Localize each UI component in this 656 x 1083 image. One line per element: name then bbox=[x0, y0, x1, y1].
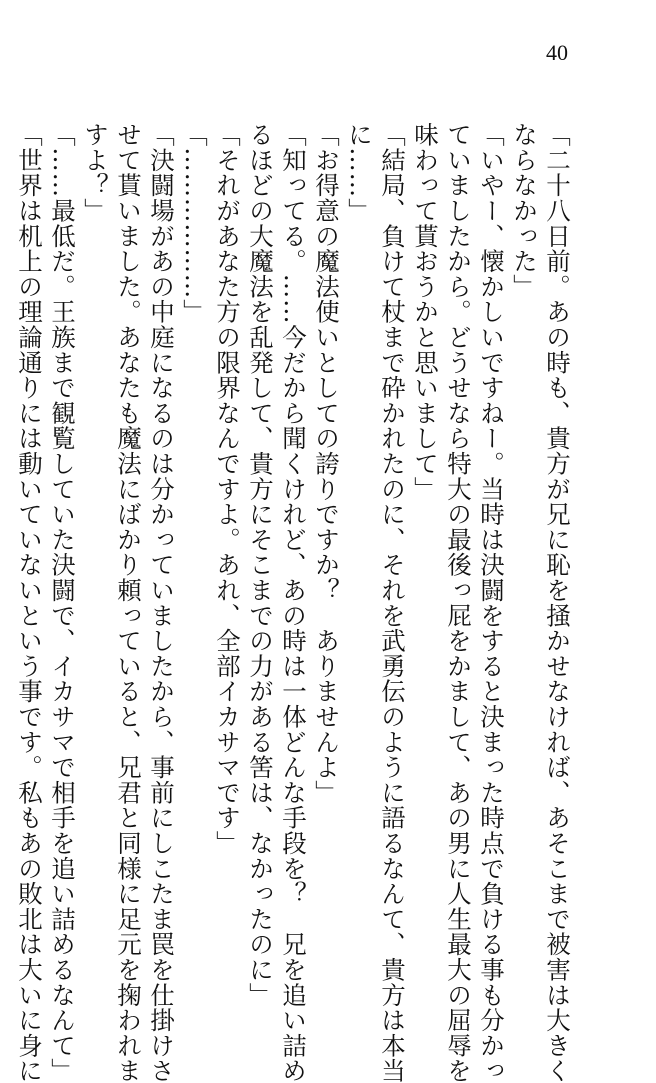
text-line: 「………………」 bbox=[180, 122, 209, 325]
text-line: に……」 bbox=[345, 122, 374, 224]
text-line: 味わって貰おうかと思いまして」 bbox=[411, 122, 440, 502]
text-line: 「知ってる。……今だから聞くけれど、あの時は一体どんな手段を？ 兄を追い詰め bbox=[279, 122, 308, 1083]
text-line: 「二十八日前。あの時も、貴方が兄に恥を掻かせなければ、あそこまで被害は大きく bbox=[543, 122, 572, 1083]
page-number: 40 bbox=[546, 40, 568, 65]
text-line: 「いやー、懐かしいですねー。当時は決闘をすると決まった時点で負ける事も分かっ bbox=[477, 122, 506, 1083]
text-line: 「お得意の魔法使いとしての誇りですか？ ありませんよ」 bbox=[312, 122, 341, 806]
text-line: 「結局、負けて杖まで砕かれたのに、それを武勇伝のように語るなんて、貴方は本当 bbox=[378, 122, 407, 1083]
text-line: せて貰いました。あなたも魔法にばかり頼っていると、兄君と同様に足元を掬われま bbox=[114, 122, 143, 1083]
text-line: ていましたから。どうせなら特大の最後っ屁をかまして、あの男に人生最大の屈辱を bbox=[444, 122, 473, 1083]
novel-text-body bbox=[15, 122, 574, 1083]
text-line: 「決闘場があの中庭になるのは分かっていましたから、事前にしこたま罠を仕掛けさ bbox=[147, 122, 176, 1083]
text-line: 「……最低だ。王族まで観覧していた決闘で、イカサマで相手を追い詰めるなんて」 bbox=[48, 122, 77, 1083]
text-line: るほどの大魔法を乱発して、貴方にそこまでの力がある筈は、なかったのに」 bbox=[246, 122, 275, 1008]
text-line: すよ？」 bbox=[81, 122, 110, 224]
text-line: 「それがあなた方の限界なんですよ。あれ、全部イカサマです」 bbox=[213, 122, 242, 856]
text-line: 「世界は机上の理論通りには動いていないという事です。私もあの敗北は大いに身に bbox=[15, 122, 44, 1083]
text-line: ならなかった」 bbox=[510, 122, 539, 300]
